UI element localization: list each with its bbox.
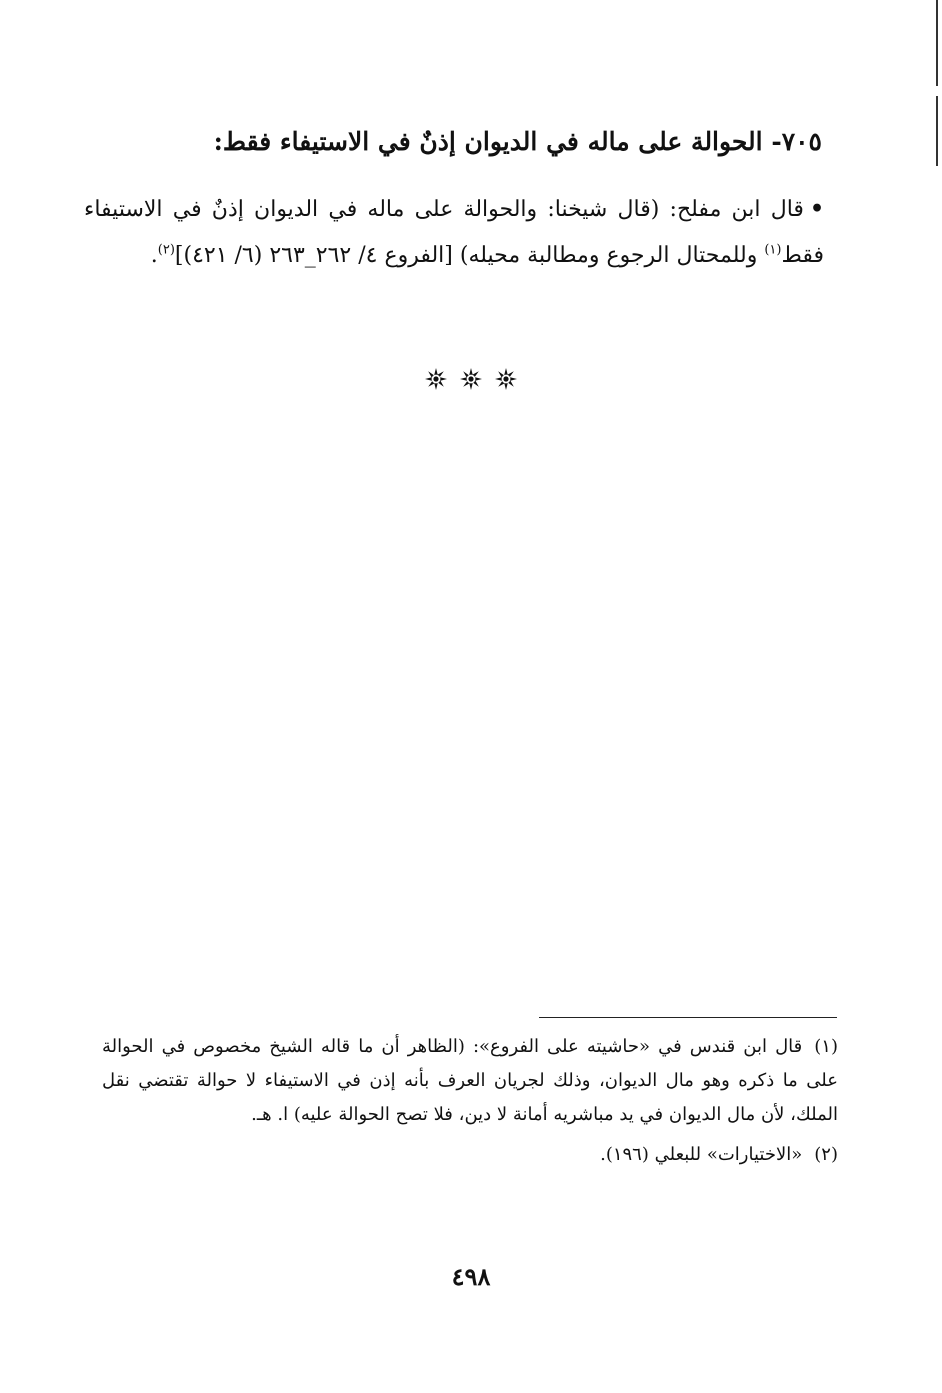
section-divider-ornaments — [0, 368, 942, 394]
section-heading: ٧٠٥- الحوالة على ماله في الديوان إذنٌ في الاستيفاء فقط: — [213, 127, 822, 156]
body-paragraph — [84, 186, 824, 279]
body-text-part: وللمحتال الرجوع ومطالبة محيله) [الفروع ٤/ ٢٦٢_٢٦٣ (٦/ ٤٢١)] — [174, 243, 765, 268]
eight-point-flower-icon — [495, 368, 517, 390]
footnote-2 — [102, 1138, 838, 1172]
footnote-ref-1[interactable]: (١) — [764, 242, 782, 258]
footnote-number: (٢) — [814, 1144, 838, 1165]
footnote-separator — [539, 1017, 837, 1018]
bullet-marker: • — [809, 196, 824, 222]
footnotes — [102, 1030, 838, 1178]
footnote-1 — [102, 1030, 838, 1132]
page-edge-line — [936, 96, 938, 166]
footnote-text: قال ابن قندس في «حاشيته على الفروع»: (الظاهر أن ما قاله الشيخ مخصوص في الحوالة على ما ذكره وهو مال الديوان، وذلك لجريان العرف بأنه إذن في الاستيفاء لا حوالة تقتضي نقل الملك، لأن مال الديوان في يد مباشريه أمانة لا دين، فلا تصح الحوالة عليه) ا. هـ. — [102, 1036, 838, 1125]
eight-point-flower-icon — [460, 368, 482, 390]
eight-point-flower-icon — [425, 368, 447, 390]
footnote-ref-2[interactable]: (٢) — [157, 242, 175, 258]
body-text-part: . — [150, 243, 158, 268]
page-edge-line — [936, 0, 938, 86]
body-text-part: قال ابن مفلح: (قال شيخنا: والحوالة على ماله في الديوان إذنٌ في الاستيفاء فقط — [84, 197, 824, 268]
footnote-text: «الاختيارات» للبعلي (١٩٦). — [600, 1144, 803, 1165]
footnote-number: (١) — [814, 1036, 838, 1057]
page-number: ٤٩٨ — [451, 1262, 491, 1291]
